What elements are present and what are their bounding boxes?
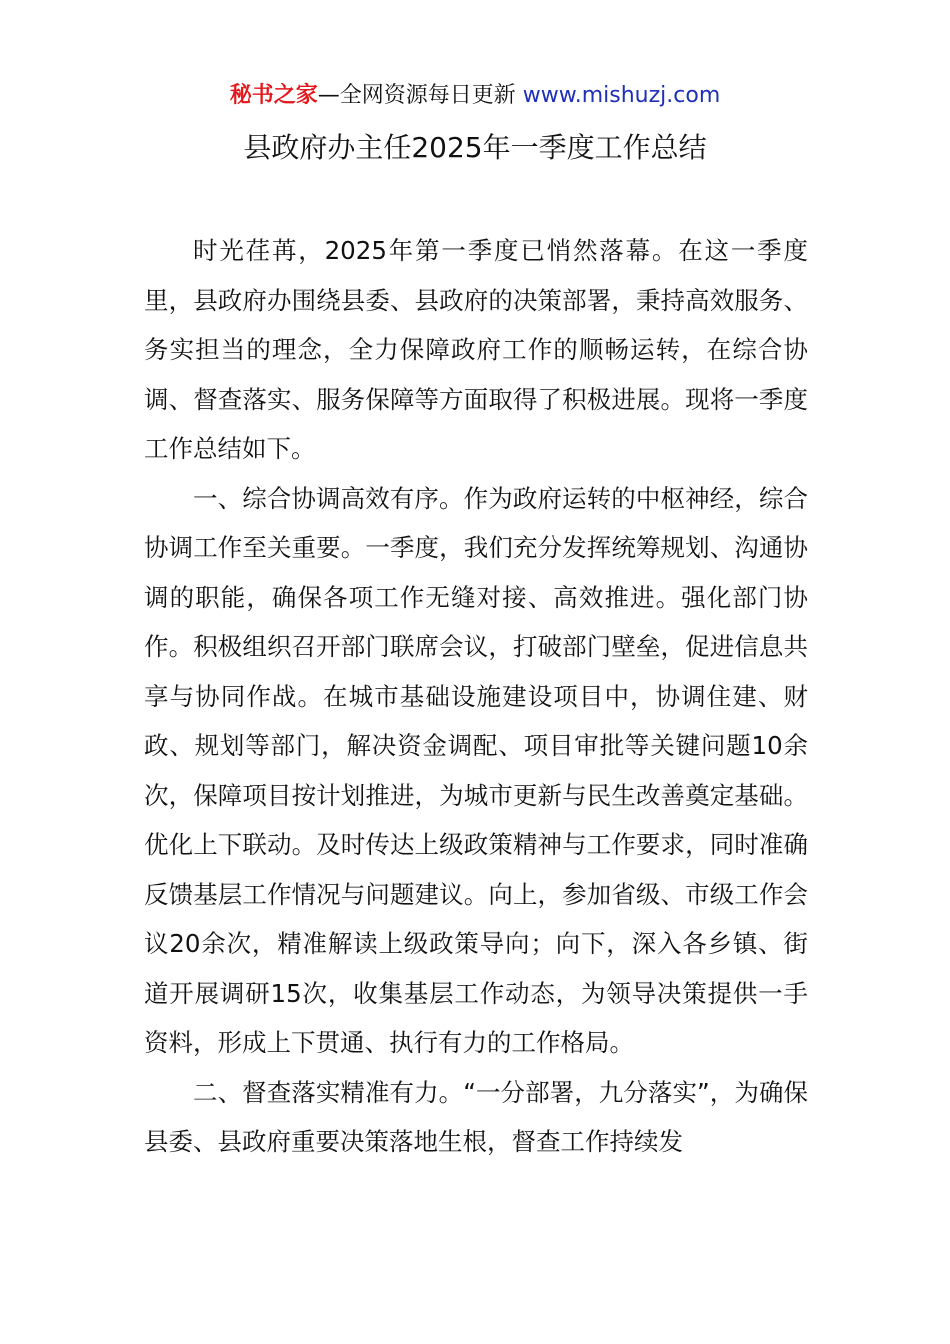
site-url-link[interactable]: www.mishuzj.com [522,83,721,108]
brand-name: 秘书之家 [229,83,318,108]
site-tagline: —全网资源每日更新 [317,83,516,108]
site-header [0,80,950,112]
document-title: 县政府办主任2025年一季度工作总结 [243,131,707,164]
paragraph-section-1: 一、综合协调高效有序。作为政府运转的中枢神经，综合协调工作至关重要。一季度，我们充分发挥统筹规划、沟通协调的职能，确保各项工作无缝对接、高效推进。强化部门协作。积极组织召开部门联席会议，打破部门壁垒，促进信息共享与协同作战。在城市基础设施建设项目中，协调住建、财政、规划等部门，解决资金调配、项目审批等关键问题10余次，保障项目按计划推进，为城市更新与民生改善奠定基础。优化上下联动。及时传达上级政策精神与工作要求，同时准确反馈基层工作情况与问题建议。向上，参加省级、市级工作会议20余次，精准解读上级政策导向；向下，深入各乡镇、街道开展调研15次，收集基层工作动态，为领导决策提供一手资料，形成上下贯通、执行有力的工作格局。 [144,483,808,1057]
paragraph-intro: 时光荏苒，2025年第一季度已悄然落幕。在这一季度里，县政府办围绕县委、县政府的决策部署，秉持高效服务、务实担当的理念，全力保障政府工作的顺畅运转，在综合协调、督查落实、服务保障等方面取得了积极进展。现将一季度工作总结如下。 [144,236,808,463]
document-body [144,226,808,1167]
paragraph-section-2: 二、督查落实精准有力。“一分部署，九分落实”，为确保县委、县政府重要决策落地生根，督查工作持续发 [144,1077,808,1156]
